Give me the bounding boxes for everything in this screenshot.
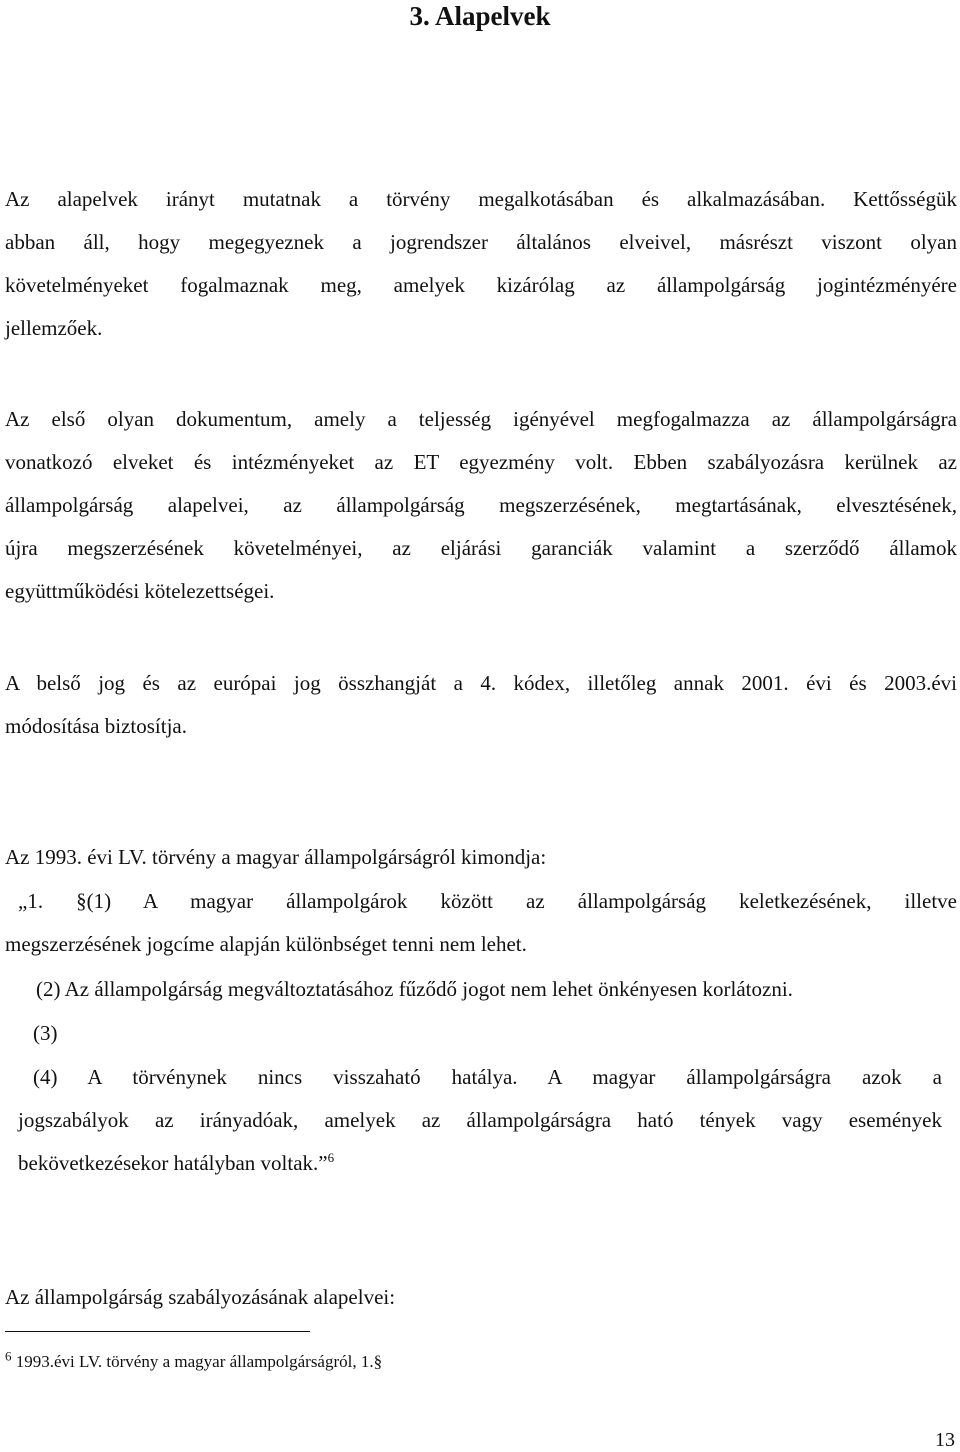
text-line: vonatkozó elveket és intézményeket az ET egyezmény volt. Ebben szabályozásra kerülnek az [5, 450, 957, 474]
law-section-1 [5, 880, 957, 966]
text-line: Az első olyan dokumentum, amely a teljesség igényével megfogalmazza az állampolgárságra [5, 407, 957, 431]
footnote [5, 1350, 382, 1374]
section-heading: 3. Alapelvek [409, 1, 551, 31]
page-number: 13 [935, 1429, 955, 1451]
text-line: jogszabályok az irányadóak, amelyek az állampolgárságra ható tények vagy események [18, 1108, 942, 1132]
footnote-reference[interactable]: 6 [327, 1150, 335, 1165]
law-section-3 [33, 1012, 956, 1055]
text-line: abban áll, hogy megegyeznek a jogrendszer általános elveivel, másrészt viszont olyan [5, 230, 957, 254]
law-section-2 [36, 968, 956, 1011]
paragraph-principles [5, 1276, 957, 1319]
text-line: követelményeket fogalmaznak meg, amelyek kizárólag az állampolgárság jogintézményére [5, 273, 957, 297]
text-line: Az állampolgárság szabályozásának alapelvei: [5, 1285, 396, 1309]
law-section-4 [18, 1056, 942, 1185]
paragraph-law-intro [5, 836, 957, 879]
footnote-number: 6 [5, 1348, 12, 1364]
paragraph-intro [5, 178, 957, 350]
text-line-body: bekövetkezésekor hatályban voltak.” [18, 1151, 328, 1175]
text-line [18, 1142, 942, 1185]
paragraph-et-convention [5, 398, 957, 613]
text-line: újra megszerzésének követelményei, az eljárási garanciák valamint a szerződő államok [5, 536, 957, 560]
text-line: (2) Az állampolgárság megváltoztatásához fűződő jogot nem lehet önkényesen korlátozni. [36, 977, 793, 1001]
text-line: állampolgárság alapelvei, az állampolgárság megszerzésének, megtartásának, elvesztésének, [5, 493, 957, 517]
paragraph-harmonization [5, 662, 957, 748]
text-line: (3) [33, 1021, 58, 1045]
text-line: (4) A törvénynek nincs visszaható hatálya. A magyar állampolgárságra azok a [33, 1065, 942, 1089]
text-line: módosítása biztosítja. [5, 714, 187, 738]
text-line: jellemzőek. [5, 316, 103, 340]
text-line: együttműködési kötelezettségei. [5, 579, 275, 603]
text-line: A belső jog és az európai jog összhangját a 4. kódex, illetőleg annak 2001. évi és 2003.évi [5, 671, 957, 695]
footnote-divider [5, 1331, 310, 1332]
text-line: Az 1993. évi LV. törvény a magyar állampolgárságról kimondja: [5, 845, 547, 869]
footnote-text: 1993.évi LV. törvény a magyar állampolgárságról, 1.§ [15, 1352, 383, 1371]
text-line: Az alapelvek irányt mutatnak a törvény megalkotásában és alkalmazásában. Kettősségük [5, 187, 957, 211]
text-line: „1. §(1) A magyar állampolgárok között az állampolgárság keletkezésének, illetve [18, 889, 957, 913]
text-line: megszerzésének jogcíme alapján különbséget tenni nem lehet. [5, 932, 527, 956]
